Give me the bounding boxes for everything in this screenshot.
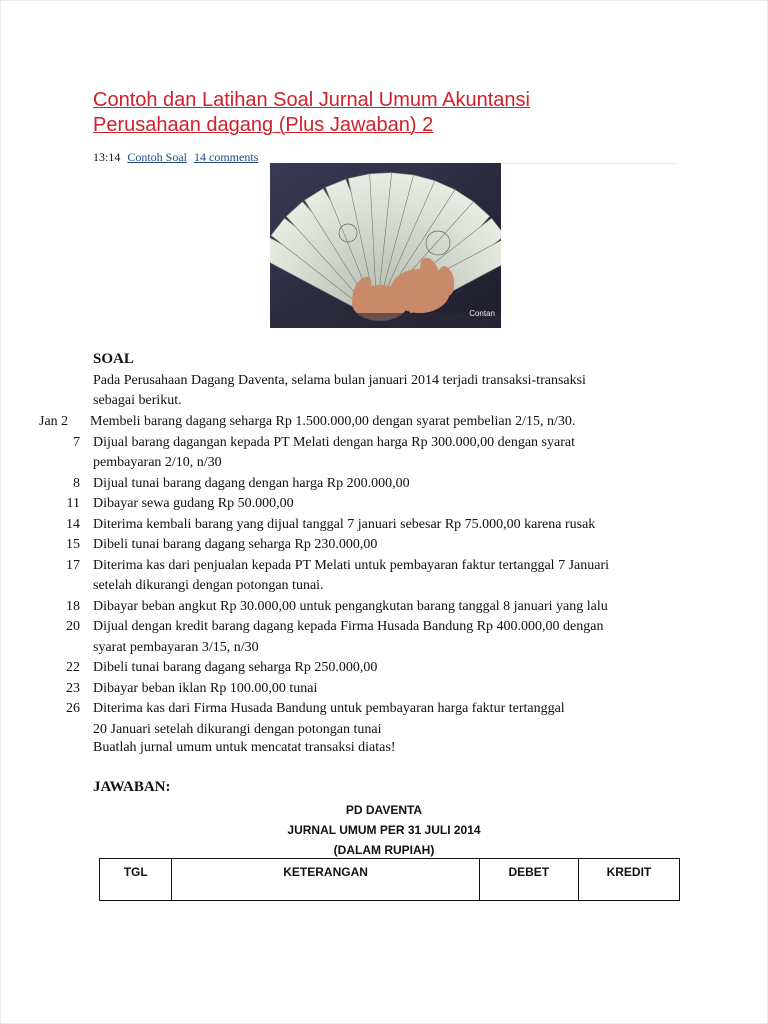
journal-table-header-row: [100, 859, 680, 901]
comments-link[interactable]: 14 comments: [194, 150, 259, 164]
transaction-date: 22: [66, 660, 80, 675]
transaction-text: Membeli barang dagang seharga Rp 1.500.000,00 dengan syarat pembelian 2/15, n/30.: [90, 414, 576, 429]
currency-note: (DALAM RUPIAH): [333, 843, 435, 857]
transaction-text: Dibeli tunai barang dagang seharga Rp 250.000,00: [93, 660, 378, 675]
company-name: PD DAVENTA: [345, 803, 423, 817]
transaction-text: syarat pembayaran 3/15, n/30: [93, 639, 259, 655]
photo-watermark: Contan: [469, 309, 495, 318]
transaction-text: pembayaran 2/10, n/30: [93, 455, 222, 470]
column-header-keterangan: KETERANGAN: [172, 859, 479, 901]
transaction-text: Dibeli tunai barang dagang seharga Rp 230.000,00: [93, 537, 378, 552]
transaction-text: Dibayar beban angkut Rp 30.000,00 untuk pengangkutan barang tanggal 8 januari yang lalu: [93, 598, 608, 614]
transaction-date: 8: [73, 475, 80, 491]
transaction-text: Dibayar sewa gudang Rp 50.000,00: [93, 496, 294, 511]
transaction-date: 7: [73, 434, 80, 450]
transaction-date: 26: [66, 701, 80, 716]
journal-title: JURNAL UMUM PER 31 JULI 2014: [287, 823, 481, 837]
article-title-line1[interactable]: Contoh dan Latihan Soal Jurnal Umum Akuntansi: [93, 89, 530, 111]
transaction-text: 20 Januari setelah dikurangi dengan potongan tunai: [93, 721, 382, 737]
transaction-date: 14: [66, 516, 80, 532]
soal-intro-line1: Pada Perusahaan Dagang Daventa, selama bulan januari 2014 terjadi transaksi-transaksi: [93, 373, 586, 388]
transaction-text: Dijual barang dagangan kepada PT Melati dengan harga Rp 300.000,00 dengan syarat: [93, 434, 575, 450]
transaction-date: 17: [66, 557, 80, 573]
transaction-text: Diterima kas dari penjualan kepada PT Melati untuk pembayaran faktur tertanggal 7 Januari: [93, 557, 610, 573]
soal-heading: SOAL: [93, 351, 134, 367]
jawaban-heading: JAWABAN:: [93, 779, 171, 795]
column-header-debet: DEBET: [479, 859, 578, 901]
transaction-date: Jan 2: [39, 414, 69, 429]
column-header-tgl: TGL: [100, 859, 172, 901]
transaction-date: 20: [66, 619, 80, 634]
transaction-text: Diterima kas dari Firma Husada Bandung untuk pembayaran harga faktur tertanggal: [93, 701, 565, 716]
journal-table: [99, 858, 680, 901]
soal-instruction: Buatlah jurnal umum untuk mencatat transaksi diatas!: [93, 740, 396, 755]
transaction-date: 11: [66, 496, 80, 511]
transaction-text: Dijual dengan kredit barang dagang kepada Firma Husada Bandung Rp 400.000,00 dengan: [93, 619, 604, 634]
transaction-text: Dijual tunai barang dagang dengan harga Rp 200.000,00: [93, 475, 410, 491]
transaction-text: setelah dikurangi dengan potongan tunai.: [93, 578, 324, 593]
transaction-date: 18: [66, 598, 80, 614]
transaction-date: 15: [66, 537, 80, 552]
category-link[interactable]: Contoh Soal: [127, 150, 188, 164]
soal-intro-line2: sebagai berikut.: [93, 393, 182, 408]
transaction-text: Dibayar beban iklan Rp 100.00,00 tunai: [93, 680, 318, 696]
column-header-kredit: KREDIT: [578, 859, 679, 901]
article-title-line2[interactable]: Perusahaan dagang (Plus Jawaban) 2: [93, 114, 434, 136]
post-time: 13:14: [93, 150, 121, 164]
transaction-text: Diterima kembali barang yang dijual tanggal 7 januari sebesar Rp 75.000,00 karena rusak: [93, 516, 596, 532]
transaction-date: 23: [66, 680, 80, 696]
